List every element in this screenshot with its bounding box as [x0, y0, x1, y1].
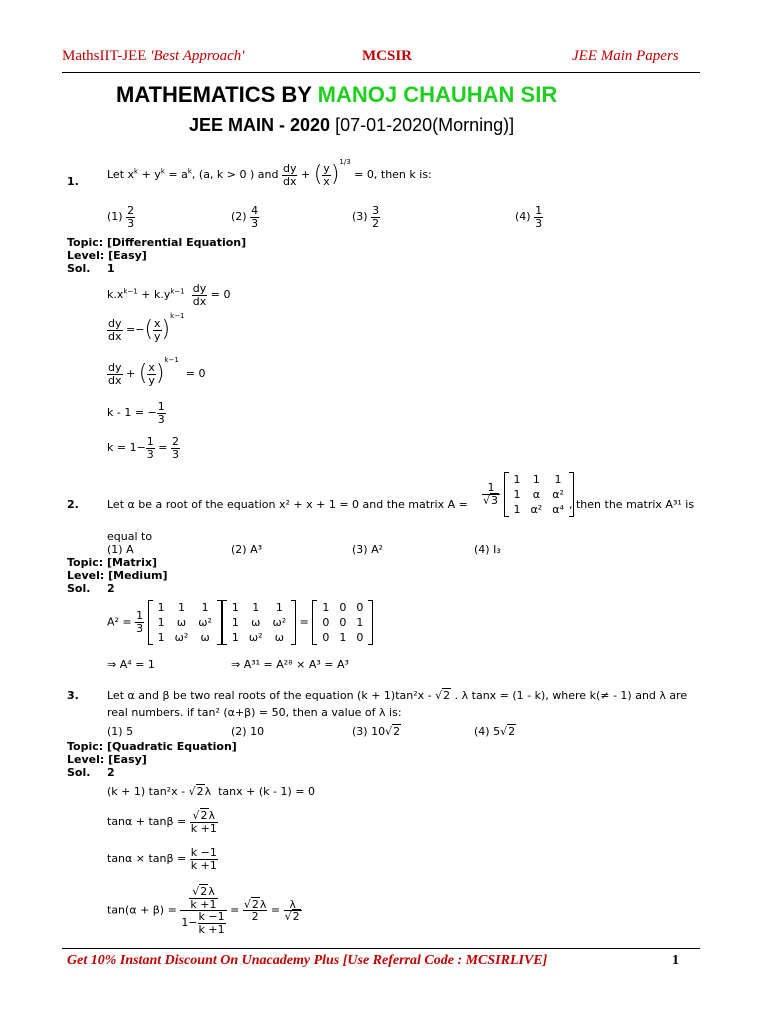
q3-step-3: tanα × tanβ = $\frac{k -1}{k +1}$ — [107, 846, 217, 872]
header-right: JEE Main Papers — [572, 48, 679, 64]
q1-step-1: $k.x^{k-1} + k.y^{k-1}$ $\frac{dy}{dx}$ = 0 — [107, 282, 231, 308]
footer-divider — [62, 948, 700, 949]
q1-level: Level: [Easy] — [67, 249, 147, 262]
page-number: 1 — [672, 953, 679, 968]
header-divider — [62, 72, 700, 73]
q3-level: Level: [Easy] — [67, 753, 147, 766]
q2-option-1: (1) A — [107, 543, 134, 556]
q2-option-4: (4) I₃ — [474, 543, 501, 556]
question-2-text: Let α be a root of the equation x² + x + 1 = 0 and the matrix A = — [107, 498, 468, 511]
q2-sol-label: Sol. — [67, 582, 91, 595]
q3-option-4: (4) 5√2 — [474, 725, 516, 738]
question-1-number: 1. — [67, 175, 79, 188]
question-3-number: 3. — [67, 689, 79, 702]
q3-option-1: (1) 5 — [107, 725, 134, 738]
q1-option-2: (2) $\frac{4}{3}$ — [231, 204, 259, 230]
q1-option-4: (4) $\frac{1}{3}$ — [515, 204, 543, 230]
q3-option-2: (2) 10 — [231, 725, 265, 738]
question-3-text-2: real numbers. if tan² (α+β) = 50, then a value of λ is: — [107, 706, 402, 719]
question-2-text-3: equal to — [107, 530, 153, 543]
q1-sol-label: Sol. — [67, 262, 91, 275]
q2-topic: Topic: [Matrix] — [67, 556, 157, 569]
footer-promo: Get 10% Instant Discount On Unacademy Plus [Use Referral Code : MCSIRLIVE] — [67, 953, 548, 968]
header-left: MathsIIT-JEE 'Best Approach' — [62, 48, 245, 64]
q2-level: Level: [Medium] — [67, 569, 168, 582]
q1-answer: 1 — [107, 262, 115, 275]
q2-answer: 2 — [107, 582, 115, 595]
header-center: MCSIR — [362, 48, 413, 64]
q1-step-3: $\frac{dy}{dx}$ + ( $\frac{x}{y}$ )$^{k-1}$ = 0 — [108, 356, 206, 387]
q2-step-3: ⇒ A³¹ = A²⁸ × A³ = A³ — [231, 658, 349, 671]
q2-step-1: A² = $\frac{1}{3}$ 1 1 1 1 ω ω² 1 ω² ω 1 1 1 1 ω ω² 1 ω² ω = 1 0 0 0 0 1 0 1 0 — [107, 600, 373, 645]
q1-option-1: (1) $\frac{2}{3}$ — [107, 204, 135, 230]
q2-matrix-A: $\frac{1}{√3}$ 1 1 1 1 α α² 1 α² α⁴ — [482, 472, 574, 517]
q1-step-4: k - 1 = − $\frac{1}{3}$ — [107, 400, 165, 426]
q3-step-1: (k + 1) tan²x - √2λ tanx + (k - 1) = 0 — [107, 785, 315, 798]
q3-step-4: tan(α + β) = $\frac{√2\lambda}{k +1}$ 1− $\frac{k -1}{k +1}$ = $\frac{√2\lambda}{2}$ = $\frac{\lambda}{√2}$ — [107, 885, 300, 936]
q1-step-5: k = 1− $\frac{1}{3}$ = $\frac{2}{3}$ — [107, 435, 180, 461]
q1-step-2: $\frac{dy}{dx}$ =−( $\frac{x}{y}$ )$^{k-1}$ — [108, 312, 185, 343]
q2-option-3: (3) A² — [352, 543, 384, 556]
q3-topic: Topic: [Quadratic Equation] — [67, 740, 237, 753]
question-3-text-1: Let α and β be two real roots of the equation (k + 1)tan²x - √2 . λ tanx = (1 - k), where k(≠ - 1) and λ are — [107, 689, 688, 702]
question-2-number: 2. — [67, 498, 79, 511]
page-subtitle: JEE MAIN - 2020 [07-01-2020(Morning)] — [189, 115, 515, 135]
q3-option-3: (3) 10√2 — [352, 725, 401, 738]
q3-answer: 2 — [107, 766, 115, 779]
q2-option-2: (2) A³ — [231, 543, 263, 556]
q3-step-2: tanα + tanβ = $\frac{√2\lambda}{k +1}$ — [107, 809, 217, 835]
question-2-text-2: , then the matrix A³¹ is — [569, 498, 695, 511]
question-1-text: Let $x^k + y^k = a^k$, (a, k > 0 ) and $\frac{dy}{dx}$ + ( $\frac{y}{x}$ )$^{1/3}$ = 0, then k is: — [107, 158, 432, 188]
q1-topic: Topic: [Differential Equation] — [67, 236, 247, 249]
q3-sol-label: Sol. — [67, 766, 91, 779]
q1-option-3: (3) $\frac{3}{2}$ — [352, 204, 380, 230]
q2-step-2: ⇒ A⁴ = 1 — [107, 658, 155, 671]
page-title: MATHEMATICS BY MANOJ CHAUHAN SIR — [116, 82, 558, 107]
